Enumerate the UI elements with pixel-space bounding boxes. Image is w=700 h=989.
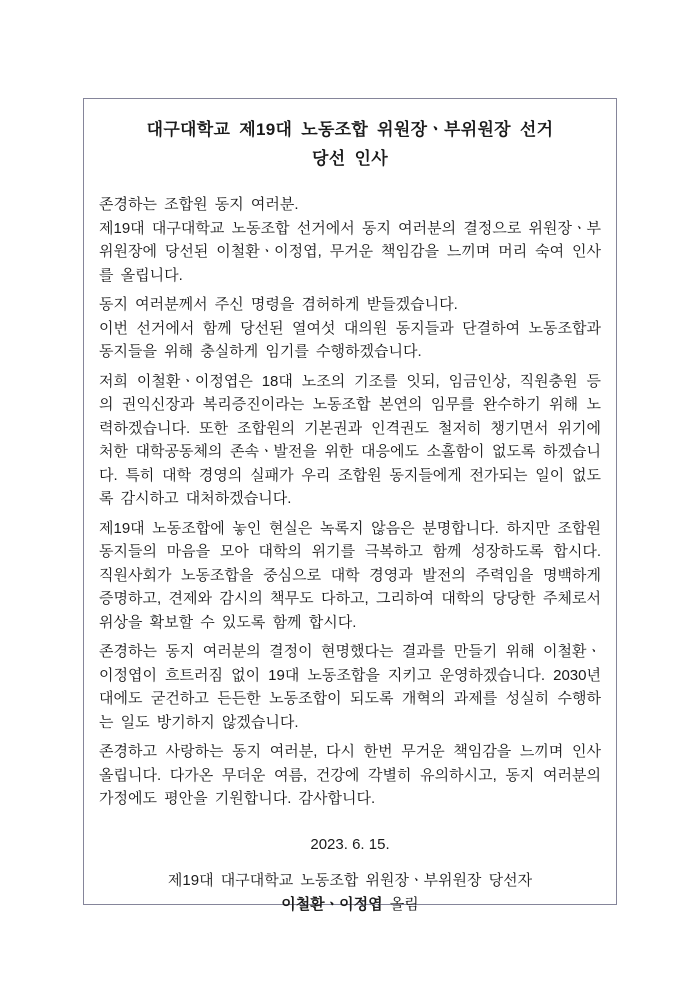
signature-names: 이철환ㆍ이정엽 xyxy=(281,896,383,913)
signature-name-line xyxy=(99,893,601,917)
title-line-1: 대구대학교 제19대 노동조합 위원장ㆍ부위원장 선거 xyxy=(146,120,554,139)
signature-title-line: 제19대 대구대학교 노동조합 위원장ㆍ부위원장 당선자 xyxy=(167,872,533,889)
document-title xyxy=(99,115,601,173)
paragraph: 저희 이철환ㆍ이정엽은 18대 노조의 기조를 잇되, 임금인상, 직원충원 등의 권익신장과 복리증진이라는 노동조합 본연의 임무를 완수하기 위해 노력하겠습니다. 또한 조합원의 기본권과 인격권도 철저히 챙기면서 위기에 처한 대학공동체의 존속ㆍ발전을 위한 대응에도 소홀함이 없도록 하겠습니다. 특히 대학 경영의 실패가 우리 조합원 동지들에게 전가되는 일이 없도록 감시하고 대처하겠습니다. xyxy=(99,372,601,507)
paragraph: 제19대 노동조합에 놓인 현실은 녹록지 않음은 분명합니다. 하지만 조합원 동지들의 마음을 모아 대학의 위기를 극복하고 함께 성장하도록 합시다. 직원사회가 노동조합을 중심으로 대학 경영과 발전의 주력임을 명백하게 증명하고, 견제와 감시의 책무도 다하고, 그리하여 대학의 당당한 주체로서 위상을 확보할 수 있도록 함께 합시다. xyxy=(99,519,601,631)
paragraph: 존경하는 동지 여러분의 결정이 현명했다는 결과를 만들기 위해 이철환ㆍ이정엽이 흐트러짐 없이 19대 노동조합을 지키고 운영하겠습니다. 2030년대에도 굳건하고 든든한 노동조합이 되도록 개혁의 과제를 성실히 수행하는 일도 방기하지 않겠습니다. xyxy=(99,643,601,731)
title-line-2: 당선 인사 xyxy=(312,149,388,168)
document-frame xyxy=(83,98,617,913)
signature-suffix: 올림 xyxy=(389,896,419,913)
paragraph: 존경하는 조합원 동지 여러분. 제19대 대구대학교 노동조합 선거에서 동지 여러분의 결정으로 위원장ㆍ부위원장에 당선된 이철환ㆍ이정엽, 무거운 책임감을 느끼며 머리 숙여 인사를 올립니다. xyxy=(99,196,601,284)
signature-block xyxy=(99,869,601,917)
paragraph: 존경하고 사랑하는 동지 여러분, 다시 한번 무거운 책임감을 느끼며 인사 올립니다. 다가온 무더운 여름, 건강에 각별히 유의하시고, 동지 여러분의 가정에도 평안을 기원합니다. 감사합니다. xyxy=(99,743,601,807)
document-body xyxy=(99,193,601,811)
paragraph: 동지 여러분께서 주신 명령을 겸허하게 받들겠습니다. 이번 선거에서 함께 당선된 열여섯 대의원 동지들과 단결하여 노동조합과 동지들을 위해 충실하게 임기를 수행하겠습니다. xyxy=(99,296,601,360)
document-date: 2023. 6. 15. xyxy=(310,835,390,853)
